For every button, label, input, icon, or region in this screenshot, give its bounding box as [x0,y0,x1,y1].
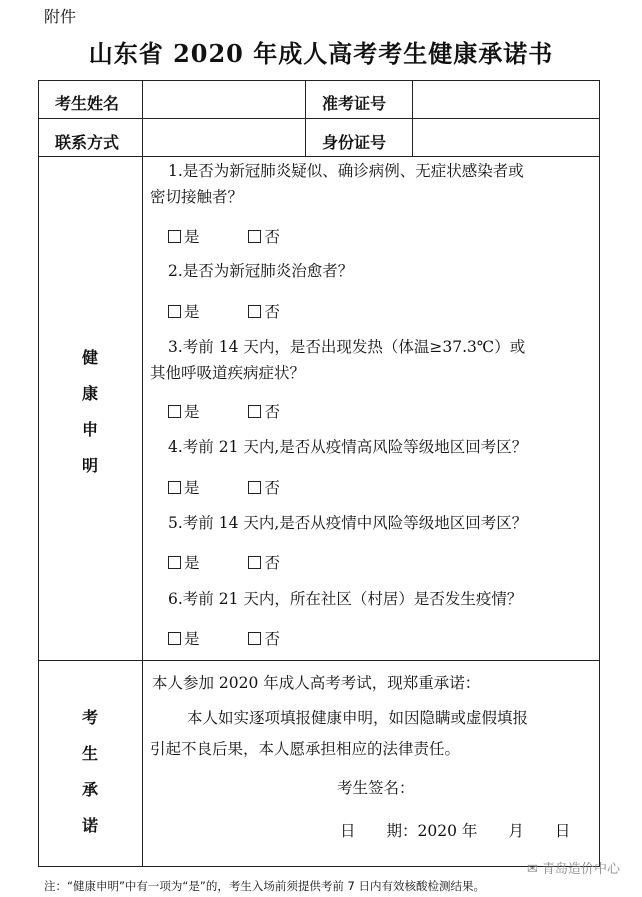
no-checkbox[interactable]: 否 [248,300,280,322]
checkbox-icon [168,305,181,318]
attachment-label: 附件 [44,7,77,26]
pledge-label: 考 生 承 诺 [81,708,98,835]
yes-checkbox[interactable]: 是 [168,225,200,247]
checkbox-icon [248,305,261,318]
checkbox-icon [168,556,181,569]
column-divider [142,80,143,867]
checkbox-icon [168,481,181,494]
question-1: 1.是否为新冠肺炎疑似、确诊病例、无症状感染者或 密切接触者？ [150,162,524,206]
chat-bubble-icon: ✉ [526,862,542,877]
yes-checkbox[interactable]: 是 [168,476,200,498]
pledge-body-line-2: 引起不良后果，本人愿承担相应的法律责任。 [150,740,461,758]
no-checkbox[interactable]: 否 [248,225,280,247]
yes-checkbox[interactable]: 是 [168,400,200,422]
no-checkbox[interactable]: 否 [248,476,280,498]
question-4-options [168,476,324,498]
row-divider [38,660,600,661]
pledge-body-line-1: 本人如实逐项填报健康申明，如因隐瞒或虚假填报 [187,709,529,727]
health-declaration-label: 健 康 申 明 [81,348,98,475]
row-divider [38,156,600,157]
name-label: 考生姓名 [55,94,120,113]
checkbox-icon [168,405,181,418]
question-1-options [168,225,324,247]
row-divider [38,118,600,119]
checkbox-icon [248,481,261,494]
question-4: 4.考前 21 天内,是否从疫情高风险等级地区回考区？ [168,438,528,456]
watermark: ✉ 青岛造价中心 [526,862,620,877]
contact-label: 联系方式 [55,133,120,152]
checkbox-icon [168,632,181,645]
question-2: 2.是否为新冠肺炎治愈者？ [168,262,354,280]
footnote: 注：“健康申明”中有一项为“是”的，考生入场前须提供考前 7 日内有效核酸检测结果。 [44,879,485,893]
no-checkbox[interactable]: 否 [248,400,280,422]
yes-checkbox[interactable]: 是 [168,627,200,649]
question-5-options [168,551,324,573]
signature-label: 考生签名： [337,779,415,797]
question-3-options [168,400,324,422]
checkbox-icon [248,632,261,645]
question-6-options [168,627,324,649]
checkbox-icon [248,230,261,243]
yes-checkbox[interactable]: 是 [168,551,200,573]
column-divider [305,80,306,156]
no-checkbox[interactable]: 否 [248,627,280,649]
question-2-options [168,300,324,322]
page-title: 山东省 2020 年成人高考考生健康承诺书 [88,39,554,68]
question-6: 6.考前 21 天内，所在社区（村居）是否发生疫情？ [168,590,523,608]
checkbox-icon [248,405,261,418]
checkbox-icon [168,230,181,243]
question-5: 5.考前 14 天内,是否从疫情中风险等级地区回考区？ [168,514,528,532]
question-3: 3.考前 14 天内，是否出现发热（体温≥37.3℃）或 其他呼吸道疾病症状？ [150,338,526,382]
pledge-intro: 本人参加 2020 年成人高考考试，现郑重承诺： [152,674,481,692]
yes-checkbox[interactable]: 是 [168,300,200,322]
exam-number-label: 准考证号 [322,94,387,113]
date-label: 日 期：2020 年 月 日 [340,822,571,840]
id-number-label: 身份证号 [322,133,387,152]
checkbox-icon [248,556,261,569]
no-checkbox[interactable]: 否 [248,551,280,573]
column-divider [412,80,413,156]
